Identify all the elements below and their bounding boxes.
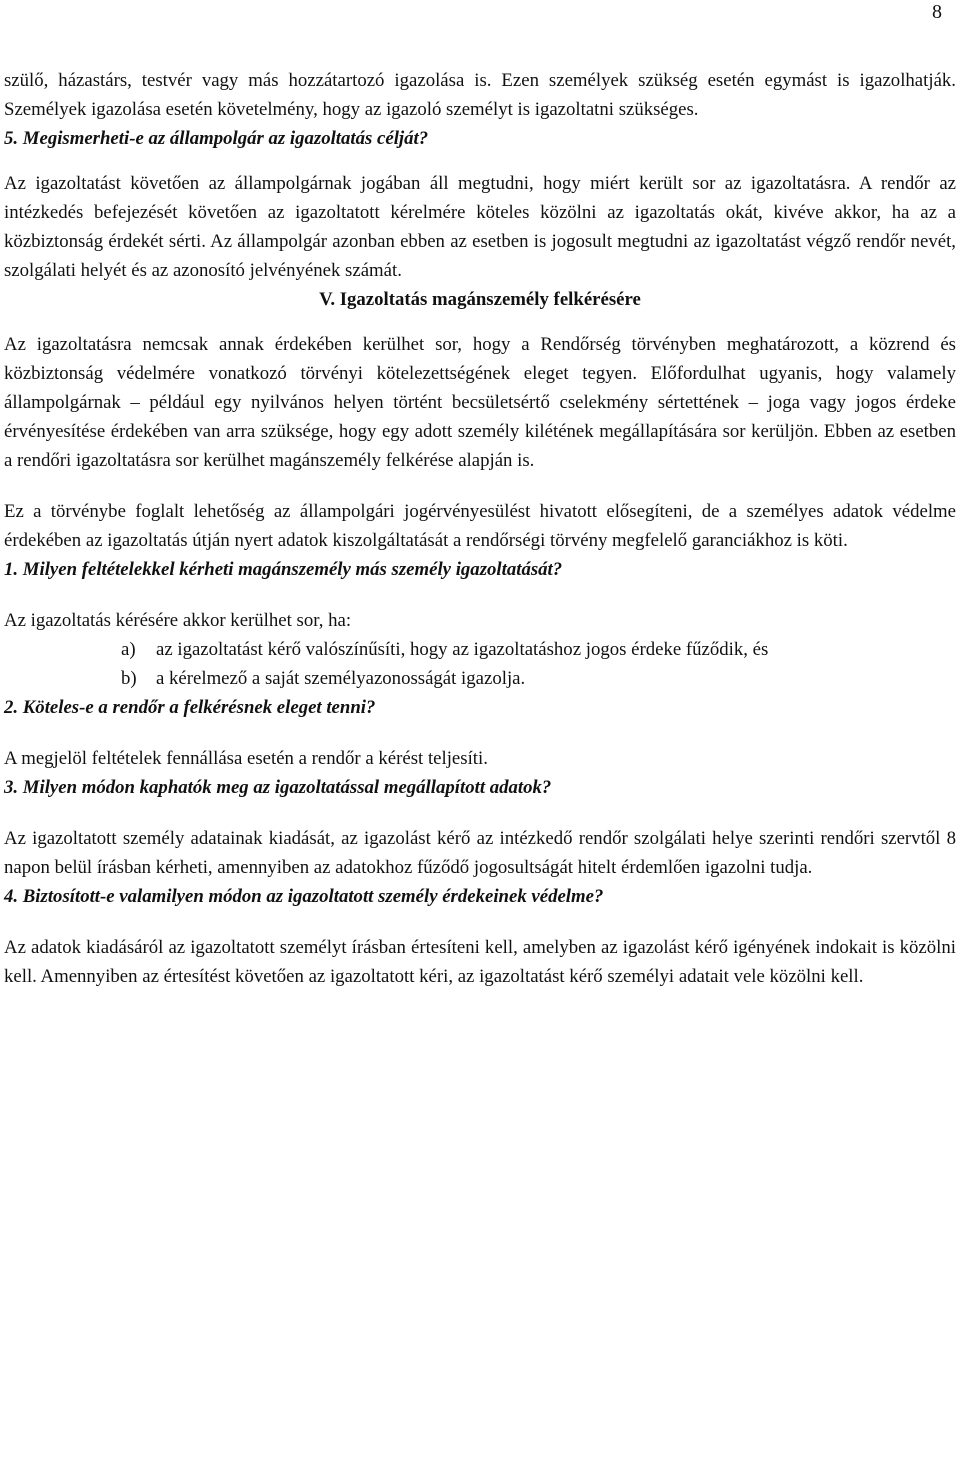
question-4-heading: 4. Biztosított-e valamilyen módon az igazoltatott személy érdekeinek védelme? — [4, 886, 604, 907]
list-item-a — [121, 635, 956, 664]
list-item-text: a kérelmező a saját személyazonosságát igazolja. — [156, 668, 526, 689]
section-paragraph-1: Az igazoltatásra nemcsak annak érdekében kerülhet sor, hogy a Rendőrség törvényben meghatározott, a közrend és közbiztonság védelmére vonatkozó törvényi kötelezettségének eleget tegyen. Előfordulhat ugyanis, hogy valamely állampolgárnak – például egy nyilvános helyen történt becsületsértő cselekmény sértettének – joga vagy jogos érdeke érvényesítése érdekében van arra szüksége, hogy egy adott személy kilétének megállapítására sor kerüljön. Ebben az esetben a rendőri igazoltatásra sor kerülhet magánszemély felkérése alapján is. — [4, 334, 956, 471]
question-2-heading: 2. Köteles-e a rendőr a felkérésnek eleget tenni? — [4, 697, 376, 718]
list-item-label: b) — [121, 668, 137, 689]
question-2-answer: A megjelöl feltételek fennállása esetén a rendőr a kérést teljesíti. — [4, 748, 488, 769]
list-item-text: az igazoltatást kérő valószínűsíti, hogy az igazoltatáshoz jogos érdeke fűződik, és — [156, 639, 769, 660]
question-4-answer: Az adatok kiadásáról az igazoltatott személyt írásban értesíteni kell, amelyben az igazolást kérő igényének indokait is közölni kell. Amennyiben az értesítést követően az igazoltatott kéri, az igazoltatást kérő személyi adatait vele közölni kell. — [4, 937, 956, 987]
intro-paragraph: szülő, házastárs, testvér vagy más hozzátartozó igazolása is. Ezen személyek szükség esetén egymást is igazolhatják. Személyek igazolása esetén követelmény, hogy az igazoló személyt is igazoltatni szükséges. — [4, 70, 956, 120]
section-paragraph-2: Ez a törvénybe foglalt lehetőség az állampolgári jogérvényesülést hivatott elősegíteni, de a személyes adatok védelme érdekében az igazoltatás útján nyert adatok kiszolgáltatását a rendőrségi törvény megfelelő garanciákhoz is köti. — [4, 501, 956, 551]
list-item-label: a) — [121, 639, 136, 660]
list-item-b — [121, 664, 956, 693]
page-content — [4, 66, 956, 991]
question-5-answer: Az igazoltatást követően az állampolgárnak jogában áll megtudni, hogy miért került sor az igazoltatásra. A rendőr az intézkedés befejezését követően az igazoltatott kérelmére köteles közölni az igazoltatás okát, kivéve akkor, ha az a közbiztonság érdekét sérti. Az állampolgár azonban ebben az esetben is jogosult megtudni az igazoltatást végző rendőr nevét, szolgálati helyét és az azonosító jelvényének számát. — [4, 173, 956, 281]
question-1-intro: Az igazoltatás kérésére akkor kerülhet sor, ha: — [4, 610, 352, 631]
question-5-heading: 5. Megismerheti-e az állampolgár az igazoltatás célját? — [4, 128, 429, 149]
question-3-answer: Az igazoltatott személy adatainak kiadását, az igazolást kérő az intézkedő rendőr szolgálati helye szerinti rendőri szervtől 8 napon belül írásban kérheti, amennyiben az adatokhoz fűződő jogosultságát hitelt érdemlően igazolni tudja. — [4, 828, 956, 878]
document-page — [4, 0, 956, 1480]
section-title: V. Igazoltatás magánszemély felkérésére — [319, 289, 641, 310]
question-3-heading: 3. Milyen módon kaphatók meg az igazoltatással megállapított adatok? — [4, 777, 552, 798]
question-1-heading: 1. Milyen feltételekkel kérheti magánszemély más személy igazoltatását? — [4, 559, 563, 580]
page-number: 8 — [932, 1, 942, 23]
